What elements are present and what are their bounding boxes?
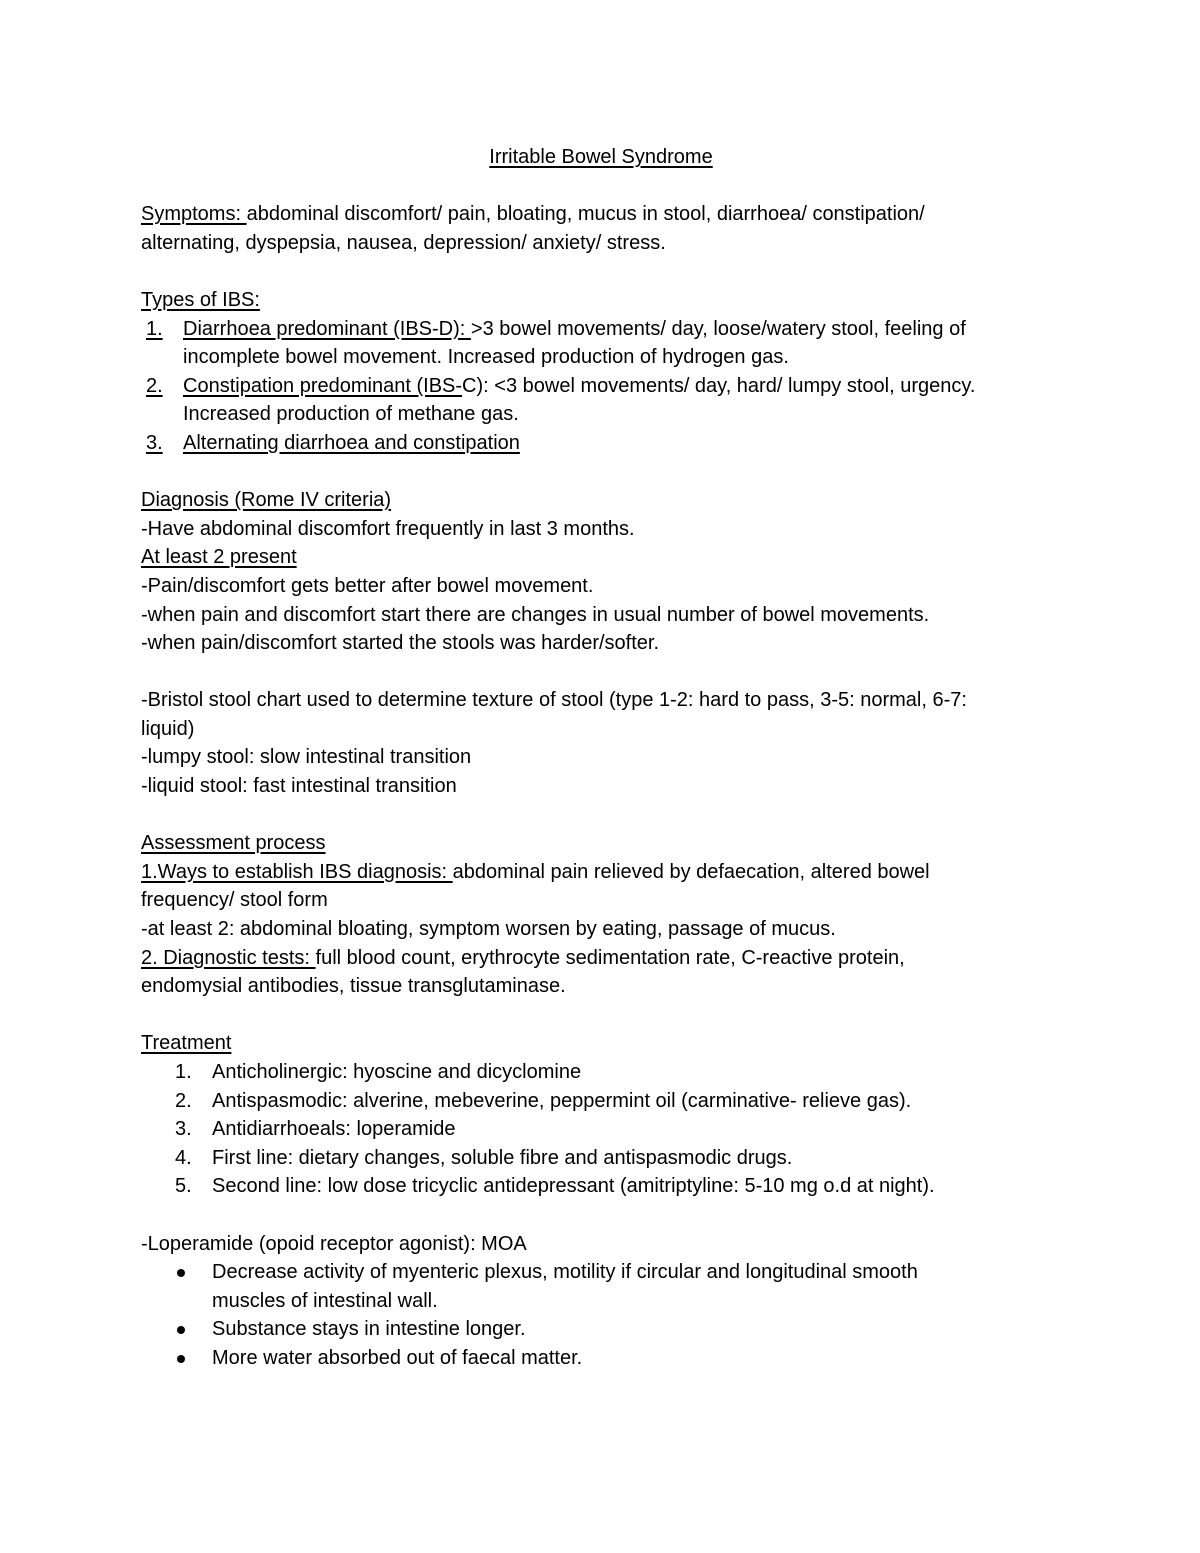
- loperamide-heading: -Loperamide (opoid receptor agonist): MOA: [141, 1232, 527, 1255]
- bristol-line-4: -liquid stool: fast intestinal transition: [141, 775, 457, 798]
- assessment-at-least: -at least 2: abdominal bloating, symptom worsen by eating, passage of mucus.: [141, 918, 836, 941]
- bullet-icon: [177, 1269, 185, 1277]
- treatment-item: 5. Second line: low dose tricyclic antidepressant (amitriptyline: 5-10 mg o.d at night).: [175, 1175, 935, 1198]
- diagnosis-line-3: -when pain and discomfort start there are changes in usual number of bowel movements.: [141, 603, 930, 626]
- assessment-item-1-cont: frequency/ stool form: [141, 889, 328, 912]
- types-item-label: Diarrhoea predominant (IBS-D):: [183, 317, 471, 340]
- document-body: [141, 143, 1061, 1373]
- loperamide-bullet: More water absorbed out of faecal matter.: [141, 1344, 1061, 1373]
- spacer: [141, 658, 1061, 687]
- types-item-1: 1. Diarrhoea predominant (IBS-D): >3 bowel movements/ day, loose/watery stool, feeling of: [146, 317, 966, 340]
- spacer: [141, 172, 1061, 201]
- diagnosis-line-4: -when pain/discomfort started the stools was harder/softer.: [141, 632, 660, 655]
- types-heading: Types of IBS:: [141, 288, 260, 311]
- bristol-line-1: -Bristol stool chart used to determine texture of stool (type 1-2: hard to pass, 3-5: normal, 6-7:: [141, 689, 967, 712]
- spacer: [141, 1201, 1061, 1230]
- diagnosis-heading: Diagnosis (Rome IV criteria): [141, 489, 392, 512]
- spacer: [141, 801, 1061, 830]
- treatment-item: 4. First line: dietary changes, soluble fibre and antispasmodic drugs.: [175, 1146, 793, 1169]
- document-title: Irritable Bowel Syndrome: [489, 146, 713, 168]
- treatment-item: 1. Anticholinergic: hyoscine and dicyclomine: [175, 1061, 582, 1083]
- types-item-label: Constipation predominant (IBS-: [183, 374, 463, 397]
- types-item-1-cont: incomplete bowel movement. Increased production of hydrogen gas.: [183, 346, 789, 369]
- diagnosis-line-1: -Have abdominal discomfort frequently in last 3 months.: [141, 517, 635, 540]
- bullet-icon: [177, 1355, 185, 1363]
- types-item-2-cont: Increased production of methane gas.: [183, 403, 519, 426]
- treatment-item: 3. Antidiarrhoeals: loperamide: [175, 1118, 456, 1141]
- spacer: [141, 257, 1061, 286]
- symptoms-line: [141, 200, 1061, 229]
- loperamide-bullet-cont: muscles of intestinal wall.: [212, 1289, 438, 1312]
- types-item-2: 2. Constipation predominant (IBS-C): <3 bowel movements/ day, hard/ lumpy stool, urgency.: [146, 374, 976, 397]
- treatment-item: 2. Antispasmodic: alverine, mebeverine, peppermint oil (carminative- relieve gas).: [175, 1089, 912, 1112]
- assessment-item-1: 1.Ways to establish IBS diagnosis: abdominal pain relieved by defaecation, altered bowel: [141, 860, 930, 883]
- assessment-item-2-cont: endomysial antibodies, tissue transglutaminase.: [141, 975, 566, 998]
- loperamide-bullet: Substance stays in intestine longer.: [141, 1315, 1061, 1344]
- types-item-3: 3. Alternating diarrhoea and constipation: [146, 431, 520, 454]
- diagnosis-subheading: At least 2 present: [141, 546, 297, 569]
- types-item-label: Alternating diarrhoea and constipation: [183, 431, 520, 454]
- assessment-heading: Assessment process: [141, 832, 326, 855]
- bristol-line-3: -lumpy stool: slow intestinal transition: [141, 746, 472, 769]
- bullet-icon: [177, 1326, 185, 1334]
- spacer: [141, 1001, 1061, 1030]
- spacer: [141, 458, 1061, 487]
- loperamide-bullet: Decrease activity of myenteric plexus, motility if circular and longitudinal smooth: [141, 1258, 1061, 1287]
- symptoms-label: Symptoms:: [141, 203, 247, 226]
- diagnosis-line-2: -Pain/discomfort gets better after bowel movement.: [141, 574, 594, 597]
- symptoms-line-2: alternating, dyspepsia, nausea, depression/ anxiety/ stress.: [141, 231, 666, 254]
- assessment-item-2: 2. Diagnostic tests: full blood count, erythrocyte sedimentation rate, C-reactive protein,: [141, 946, 905, 969]
- bristol-line-2: liquid): [141, 717, 195, 740]
- symptoms-text: abdominal discomfort/ pain, bloating, mucus in stool, diarrhoea/ constipation/: [246, 203, 925, 226]
- treatment-heading: Treatment: [141, 1032, 232, 1055]
